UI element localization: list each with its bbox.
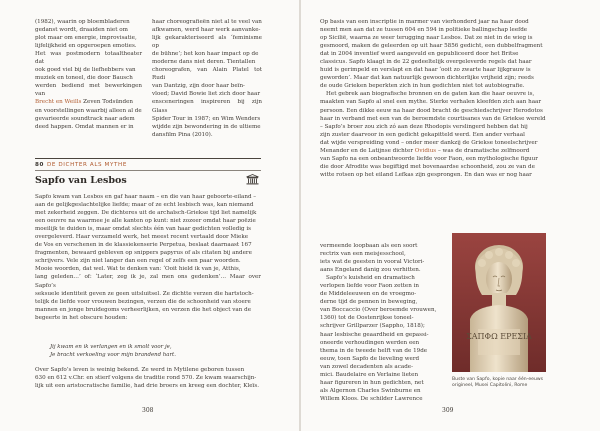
right-body-line: neemt men aan dat ze tussen 604 en 594 in politieke ballingschap leefde (320, 27, 528, 34)
poem-quote (50, 343, 176, 359)
left-page (0, 0, 299, 431)
zeven-todsunden-text: Zeven Todsünden (81, 99, 134, 106)
left-top-c2-line: lijk gekarakteriseerd als ‘feminisme op (152, 35, 262, 50)
right-body-line: classicus. Sapfo klaagt in de 22 gedeeltelijk overgeleverde regels dat haar (320, 59, 532, 66)
left-top-c1-line: ook goed viel bij de liefhebbers van (35, 67, 136, 74)
sappho-bust-illustration (452, 233, 546, 372)
section-subrule (35, 170, 261, 171)
right-narrow-line: oneerde verhoudingen werden een (320, 339, 420, 346)
right-narrow-line: de Middeleeuwen en de vroegmo- (320, 291, 417, 298)
right-body-line: gesmoord, maken de geleerden op uit haar 5856 gedicht, een dubbelfragment (320, 43, 543, 50)
temple-icon (246, 174, 259, 185)
left-top-c1-line: plot maar om energie, improvisatie, (35, 35, 137, 42)
right-narrow-line: 1360) tot de Oostenrijkse toneel- (320, 315, 414, 322)
chapter-title: DE DICHTER ALS MYTHE (46, 162, 127, 168)
left-top-c1-line: en voorstellingen waarbij alleen al de (35, 107, 142, 114)
after-link-text: – was de dramatische zelfmoord (436, 147, 530, 154)
left-body-line: seksuele identiteit geven ze geen uitsluitsel. Ze dichtte verzen die hartstoch- (35, 290, 254, 297)
right-body-line: de oude Grieken beperkten zich in hun gedichten niet tot autobiografie. (320, 83, 525, 90)
right-body-line: Het gebrek aan biografische bronnen en de gaten kan die haar oeuvre is, (326, 91, 535, 98)
chapter-label (35, 162, 127, 168)
left-body-line: Mooie woorden, dat wel. Wat te denken van: ‘Ooit hield ik van je, Atthis, (35, 266, 241, 273)
left-top-c2-line: dansfilm Pina (2010). (152, 131, 213, 138)
right-body-link-line (320, 147, 550, 155)
right-narrow-line: eeuw, toen Sapfo de lieveling werd (320, 355, 420, 362)
right-narrow-line: aans Engeland danig zou verhitten. (320, 267, 421, 274)
right-body-line: huid is gerimpeld en verslapt en dat haar ‘ooit zo zwarte haar lijkgrauw is (320, 67, 531, 74)
right-narrow-line: Sapfo’s kuisheid en dramatisch (326, 275, 415, 282)
left-body2-line: Over Sapfo’s leven is weinig bekend. Ze werd in Mytilene geboren tussen (35, 367, 245, 373)
section-rule (35, 158, 261, 159)
poem-line: Jij kwam en ik verlangen en ik smolt voor je, (50, 344, 172, 350)
left-top-c1-link-line (35, 98, 142, 106)
left-body-line: de Vos en verschenen in de klassiekenserie Perpetua, beslaat daarnaast 167 (35, 242, 252, 249)
left-body-line: begeerte in het obscure houden: (35, 314, 128, 321)
right-narrow-line: derne tijd de pennen in beweging, (320, 299, 418, 306)
poem-line: Je bracht verkoeling voor mijn brandend hart. (50, 352, 176, 358)
left-body-line: moeilijk te duiden is, maar omdat slechts één van haar gedichten volledig is (35, 226, 252, 233)
right-narrow-line: haar lesbische geaardheid en gepassi- (320, 331, 429, 338)
left-page-number: 308 (142, 407, 154, 414)
left-body-2 (35, 366, 261, 390)
right-narrow-line: haar figureren in hun gedichten, net (320, 379, 424, 386)
right-body-line: op Sicilië, waarna ze weer terugging naar Lesbos. Dat ze niet in de wieg is (320, 35, 533, 42)
sappho-bust-photo (452, 233, 546, 372)
left-top-c2-line: vloed; David Bowie liet zich door haar (152, 91, 261, 98)
left-body2-line: 630 en 612 v.Chr. en stierf volgens de traditie rond 570. Ze kwam waarschijn- (35, 375, 257, 382)
right-narrow-line: vermeende loopbaan als een soort (320, 243, 418, 249)
left-body-line: telijk de liefde voor vrouwen bezingen, verzen die de schoonheid van stoere (35, 298, 251, 305)
menander-text: Menander en de Latijnse dichter (320, 147, 414, 154)
left-top-column-2 (152, 18, 262, 139)
right-body-line: maakten van Sapfo al snel een mythe. Sterke verhalen kleefden zich aan haar (320, 99, 542, 106)
right-body-full (320, 18, 550, 179)
right-body-line: dat in 2004 inventief werd aangevuld en gepubliceerd door het Britse (320, 51, 519, 58)
left-top-c2-line: choreografen, van Alain Platel tot Rudi (152, 67, 262, 82)
right-narrow-line: verlopen liefde voor Faon zetten in (320, 283, 419, 290)
left-top-c2-line: haar choreografieën niet al te veel van (152, 19, 262, 25)
left-body-line: Sapfo kwam van Lesbos en gaf haar naam – en die van haar geboorte-eiland – (35, 194, 257, 200)
photo-caption: Buste van Sapfo, kopie naar één-eeuws origineel, Musei Capitolini, Rome (452, 377, 544, 389)
right-body-line: die door Afrodite was begiftigd met bovenaardse schoonheid, zou ze van de (320, 163, 535, 170)
chapter-number: 80 (35, 162, 44, 168)
right-body-line: haar in verband met een van de beroemdste courtisanes van de Griekse wereld (320, 115, 546, 122)
right-body-line: geworden’. Maar dat kan natuurlijk gewoon dichterlijke vrijheid zijn; reeds (320, 75, 534, 82)
right-narrow-line: schrijver Grillparzer (Sappho, 1818); (320, 323, 425, 330)
left-body-line: schrijvers. Vele zijn niet langer dan een regel of zelfs een paar woorden. (35, 258, 241, 265)
right-narrow-line: rectrix van een meisjesschool, (320, 251, 406, 258)
right-page-number: 309 (442, 407, 454, 414)
right-body-narrow (320, 242, 448, 403)
left-top-c1-line: Het was postmodern totaaltheater dat (35, 51, 142, 66)
left-top-c2-line: de bühne’; het kon haar impact op de (152, 51, 259, 58)
left-top-c1-line: deed happen. Omdat mannen er in (35, 123, 134, 130)
left-body-line: een oeuvre na waarmee je alle kanten op kunt: niet zozeer omdat haar poëzie (35, 218, 256, 225)
left-top-c1-line: muziek en toneel, die door Bausch (35, 75, 133, 82)
left-body (35, 193, 261, 322)
ovidius-link[interactable]: Ovidius (414, 147, 437, 154)
right-narrow-line: van Boccaccio (Over beroemde vrouwen, (320, 307, 437, 314)
left-top-c1-line: gedanst wordt, draaiden niet om (35, 27, 128, 34)
right-narrow-line: als Algernon Charles Swinburne en (320, 387, 421, 394)
left-body-line: aan de gelijkgeslachtelijke liefde; maar of ze echt lesbisch was, kan niemand (35, 202, 254, 209)
right-narrow-line: Willem Kloos. De schilder Lawrence (320, 395, 423, 402)
left-top-c2-line: ensceneringen inspireren bij zijn Glass (152, 99, 262, 114)
right-page (301, 0, 600, 431)
right-body-line: persoon. Een dikke eeuw na haar dood bracht de geschiedschrijver Herodotos (320, 107, 543, 114)
left-top-c1-line: gevarieerde soundtrack naar adem (35, 115, 135, 122)
left-body-line: mannen en jonge bruidegoms verheerlijken, en verzen die het object van de (35, 306, 252, 313)
right-narrow-line: mici. Baudelaire en Verlaine lieten (320, 371, 419, 378)
left-top-c2-line: wijdde zijn bewondering in de ultieme (152, 123, 261, 130)
left-top-c2-line: van Dantzig, zijn door haar beïn- (152, 83, 245, 90)
left-body-line: met zekerheid zeggen. De dichteres uit de archaïsch-Griekse tijd liet namelijk (35, 210, 257, 217)
left-top-c1-line: lijfelijkheid en opgeroepen emoties. (35, 43, 137, 50)
right-narrow-line: iets wat de geesten in vooral Victori- (320, 259, 425, 266)
left-body-line: lang geleden…’ of: ‘Later, zeg ik je, zal men ons gedenken’… Maar over Sapfo’s (35, 274, 261, 289)
left-top-c1-line: (1982), waarin op bloembladeren (35, 19, 130, 25)
right-body-line: witte rotsen op het eiland Lefkas zijn gesprongen. En dan was er nog haar (320, 171, 532, 178)
right-body-line: – Sapfo’s broer zou zich zó aan deze Rhodopis verslingerd hebben dat hij (320, 123, 528, 130)
left-body2-line: lijk uit een aristocratische familie, had drie broers en kreeg een dochter, Kleïs. (35, 383, 259, 390)
right-body-line: Op basis van een inscriptie in marmer van vierhonderd jaar na haar dood (320, 19, 529, 25)
article-heading: Sapfo van Lesbos (35, 175, 127, 186)
left-body-line: overgeleverd. Haar verzameld werk, het meest recent vertaald door Mieke (35, 234, 249, 241)
right-narrow-line: thema in de tweede helft van de 19de (320, 347, 428, 354)
right-body-line: van Sapfo na een onbeantwoorde liefde voor Faon, een mythologische figuur (320, 155, 538, 162)
right-body-line: dat wijde verspreiding vond – onder meer dankzij de Griekse toneelschrijver (320, 139, 538, 146)
right-narrow-line: van zowel decadenten als acade- (320, 363, 414, 370)
left-top-column-1 (35, 18, 142, 131)
left-top-c1-line: werden bediend met bewerkingen van (35, 83, 142, 98)
left-top-c2-line: Spider Tour in 1987; en Wim Wenders (152, 115, 261, 122)
brecht-weill-link[interactable]: Brecht en Weills (35, 99, 82, 106)
left-top-c2-line: moderne dans niet deren. Tientallen (152, 59, 256, 66)
right-body-line: zijn zuster daarvoor in een gedicht gekapitteld werd. Een ander verhaal (320, 131, 525, 138)
bust-inscription: ΣΑΠΦΩ ΕΡΕΣΙΑ (466, 332, 532, 341)
left-top-c2-line: afkwamen, werd haar werk aanvanke- (152, 27, 261, 34)
left-body-line: fragmenten, bewaard gebleven op snippers papyrus of als citaten bij andere (35, 250, 252, 257)
